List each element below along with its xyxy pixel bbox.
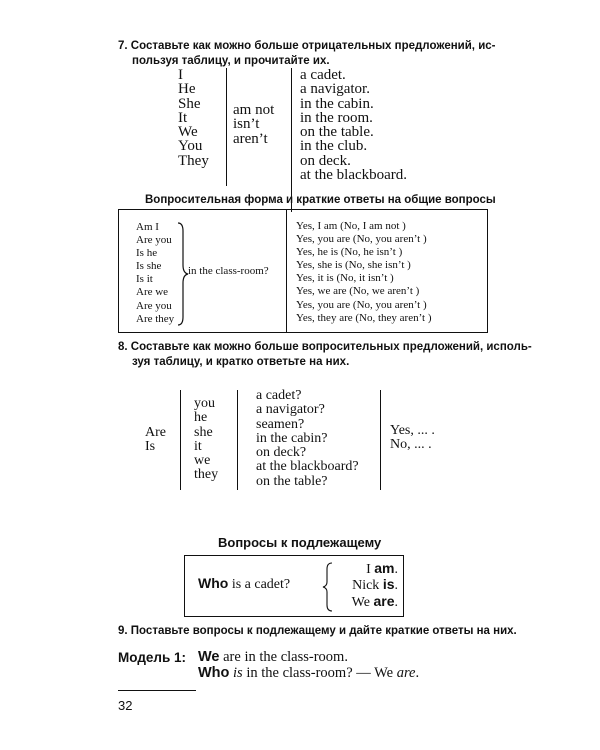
question-item: Am I: [136, 221, 159, 233]
ex8-verb: Are: [145, 425, 166, 440]
ex7-verbs-column: [233, 103, 274, 146]
ex7-verb: am not: [233, 102, 275, 118]
subject-answer-end: .: [394, 594, 398, 610]
ex8-subject: you: [194, 396, 215, 411]
ex7-divider-left: [226, 68, 227, 186]
answer-item: Yes, I am (No, I am not ): [296, 220, 406, 232]
exercise-7-number: 7.: [118, 40, 128, 52]
ex8-divider-2: [237, 390, 238, 490]
model-line-2-who: Who: [198, 665, 230, 681]
ex8-answer: Yes, ... .: [390, 423, 435, 438]
subject-answers: [342, 561, 398, 610]
ex7-subject: It: [178, 109, 188, 126]
answer-item: Yes, you are (No, you aren’t ): [296, 233, 427, 246]
subject-answer-verb: is: [382, 576, 395, 593]
footer-rule: [118, 690, 196, 691]
exercise-7-heading: [118, 39, 578, 69]
ex8-complement: at the blackboard?: [256, 459, 359, 475]
ex7-subject: You: [178, 138, 203, 155]
model-line-2-are: are: [396, 665, 416, 681]
ex8-subject: it: [194, 438, 202, 454]
model-line-2: [198, 665, 419, 681]
ex8-subjects-column: [194, 397, 218, 483]
ex8-complement: on the table?: [256, 473, 328, 489]
subject-answer-subject: I: [366, 562, 375, 577]
subject-answer-end: .: [394, 562, 398, 577]
ex7-complement: in the cabin.: [300, 95, 374, 112]
exercise-7-heading-line2: пользуя таблицу, и прочитайте их.: [132, 55, 330, 67]
subject-answer-subject: We: [351, 594, 374, 610]
ex7-subject: We: [178, 124, 198, 141]
ex8-divider-3: [380, 390, 381, 490]
ex7-subject: They: [178, 152, 209, 169]
ex7-verb: aren’t: [233, 130, 268, 147]
question-item: Are we: [136, 286, 169, 299]
answer-item: Yes, you are (No, you aren’t ): [296, 298, 427, 311]
ex8-subject: we: [194, 453, 211, 469]
model-line-1-rest: are in the class-room.: [219, 649, 348, 665]
answer-item: Yes, it is (No, it isn’t ): [296, 272, 394, 285]
answer-item: Yes, he is (No, he isn’t ): [296, 246, 403, 259]
ex8-complements-column: [256, 389, 359, 489]
ex8-complement: on deck?: [256, 445, 307, 461]
ex8-complement: in the cabin?: [256, 430, 328, 446]
question-item: Is she: [136, 260, 162, 273]
exercise-7-heading-line1: Составьте как можно больше отрицательных предложений, ис-: [130, 40, 496, 52]
ex7-subject: He: [178, 81, 196, 98]
model-example: [198, 649, 419, 681]
ex8-complement: a navigator?: [256, 402, 325, 418]
subject-questions-title: Вопросы к подлежащему: [218, 535, 382, 550]
ex8-complement: a cadet?: [256, 388, 302, 403]
ex8-subject: she: [194, 424, 213, 440]
subject-questions-brace: [322, 562, 336, 612]
ex8-verbs-column: [145, 426, 166, 455]
ex7-complement: in the room.: [300, 109, 373, 126]
model-label: Модель 1:: [118, 650, 187, 665]
ex7-complement: a cadet.: [300, 67, 346, 83]
answer-item: Yes, we are (No, we aren’t ): [296, 285, 420, 298]
exercise-9-heading: 9. Поставьте вопросы к подлежащему и дайте краткие ответы на них.: [118, 625, 517, 637]
ex8-complement: seamen?: [256, 416, 305, 432]
ex7-verb: isn’t: [233, 116, 260, 133]
subject-question-rest: is a cadet?: [228, 577, 291, 592]
question-item: Are you: [136, 299, 172, 312]
ex7-complement: a navigator.: [300, 81, 370, 98]
ex7-subject: I: [178, 67, 183, 83]
subject-answer: [342, 594, 398, 610]
model-line-2-rest: in the class-room? — We: [242, 665, 397, 681]
question-item: Is he: [136, 247, 158, 260]
ex7-complement: on the table.: [300, 124, 374, 141]
question-item: Are you: [136, 234, 172, 247]
ex7-complement: in the club.: [300, 138, 368, 155]
subject-answer-end: .: [394, 578, 398, 594]
subject-question: [198, 575, 290, 593]
question-item: Are they: [136, 312, 175, 325]
question-item: Is it: [136, 273, 153, 286]
ex7-complements-column: [300, 68, 407, 182]
ex8-answers-column: [390, 424, 435, 453]
model-line-1-we: We: [198, 649, 220, 665]
ex8-verb: Is: [145, 439, 156, 455]
answer-item: Yes, they are (No, they aren’t ): [296, 311, 432, 324]
ex7-subjects-column: [178, 68, 209, 168]
subject-question-who: Who: [198, 575, 229, 591]
ex8-answer: No, ... .: [390, 437, 432, 453]
ex7-subject: She: [178, 95, 201, 112]
subject-answer-subject: Nick: [352, 578, 383, 594]
ex7-divider-right: [291, 68, 292, 212]
answer-item: Yes, she is (No, she isn’t ): [296, 259, 411, 272]
subject-answer-verb: are: [373, 592, 395, 609]
ex8-divider-1: [180, 390, 181, 490]
page-number: 32: [118, 698, 133, 713]
exercise-8-heading-line1: 8. Составьте как можно больше вопросительных предложений, исполь-: [118, 341, 532, 353]
question-form-answers: [296, 220, 432, 325]
subject-answer: [342, 577, 398, 593]
question-form-questions: [136, 221, 174, 326]
model-line-2-end: .: [415, 665, 420, 681]
subject-answer: [342, 561, 398, 577]
ex7-complement: on deck.: [300, 152, 351, 169]
ex8-subject: he: [194, 410, 208, 426]
model-line-1: [198, 649, 419, 665]
subject-answer-verb: am: [374, 560, 395, 576]
exercise-8-heading: [118, 340, 578, 370]
ex7-complement: at the blackboard.: [300, 167, 408, 184]
question-form-title: Вопросительная форма и краткие ответы на общие вопросы: [145, 194, 496, 206]
exercise-8-heading-line2: зуя таблицу, и кратко ответьте на них.: [132, 356, 350, 368]
question-form-place: in the class-room?: [188, 265, 269, 277]
ex8-subject: they: [194, 467, 219, 483]
model-line-2-is: is: [233, 665, 243, 681]
question-form-box-divider: [286, 209, 287, 333]
